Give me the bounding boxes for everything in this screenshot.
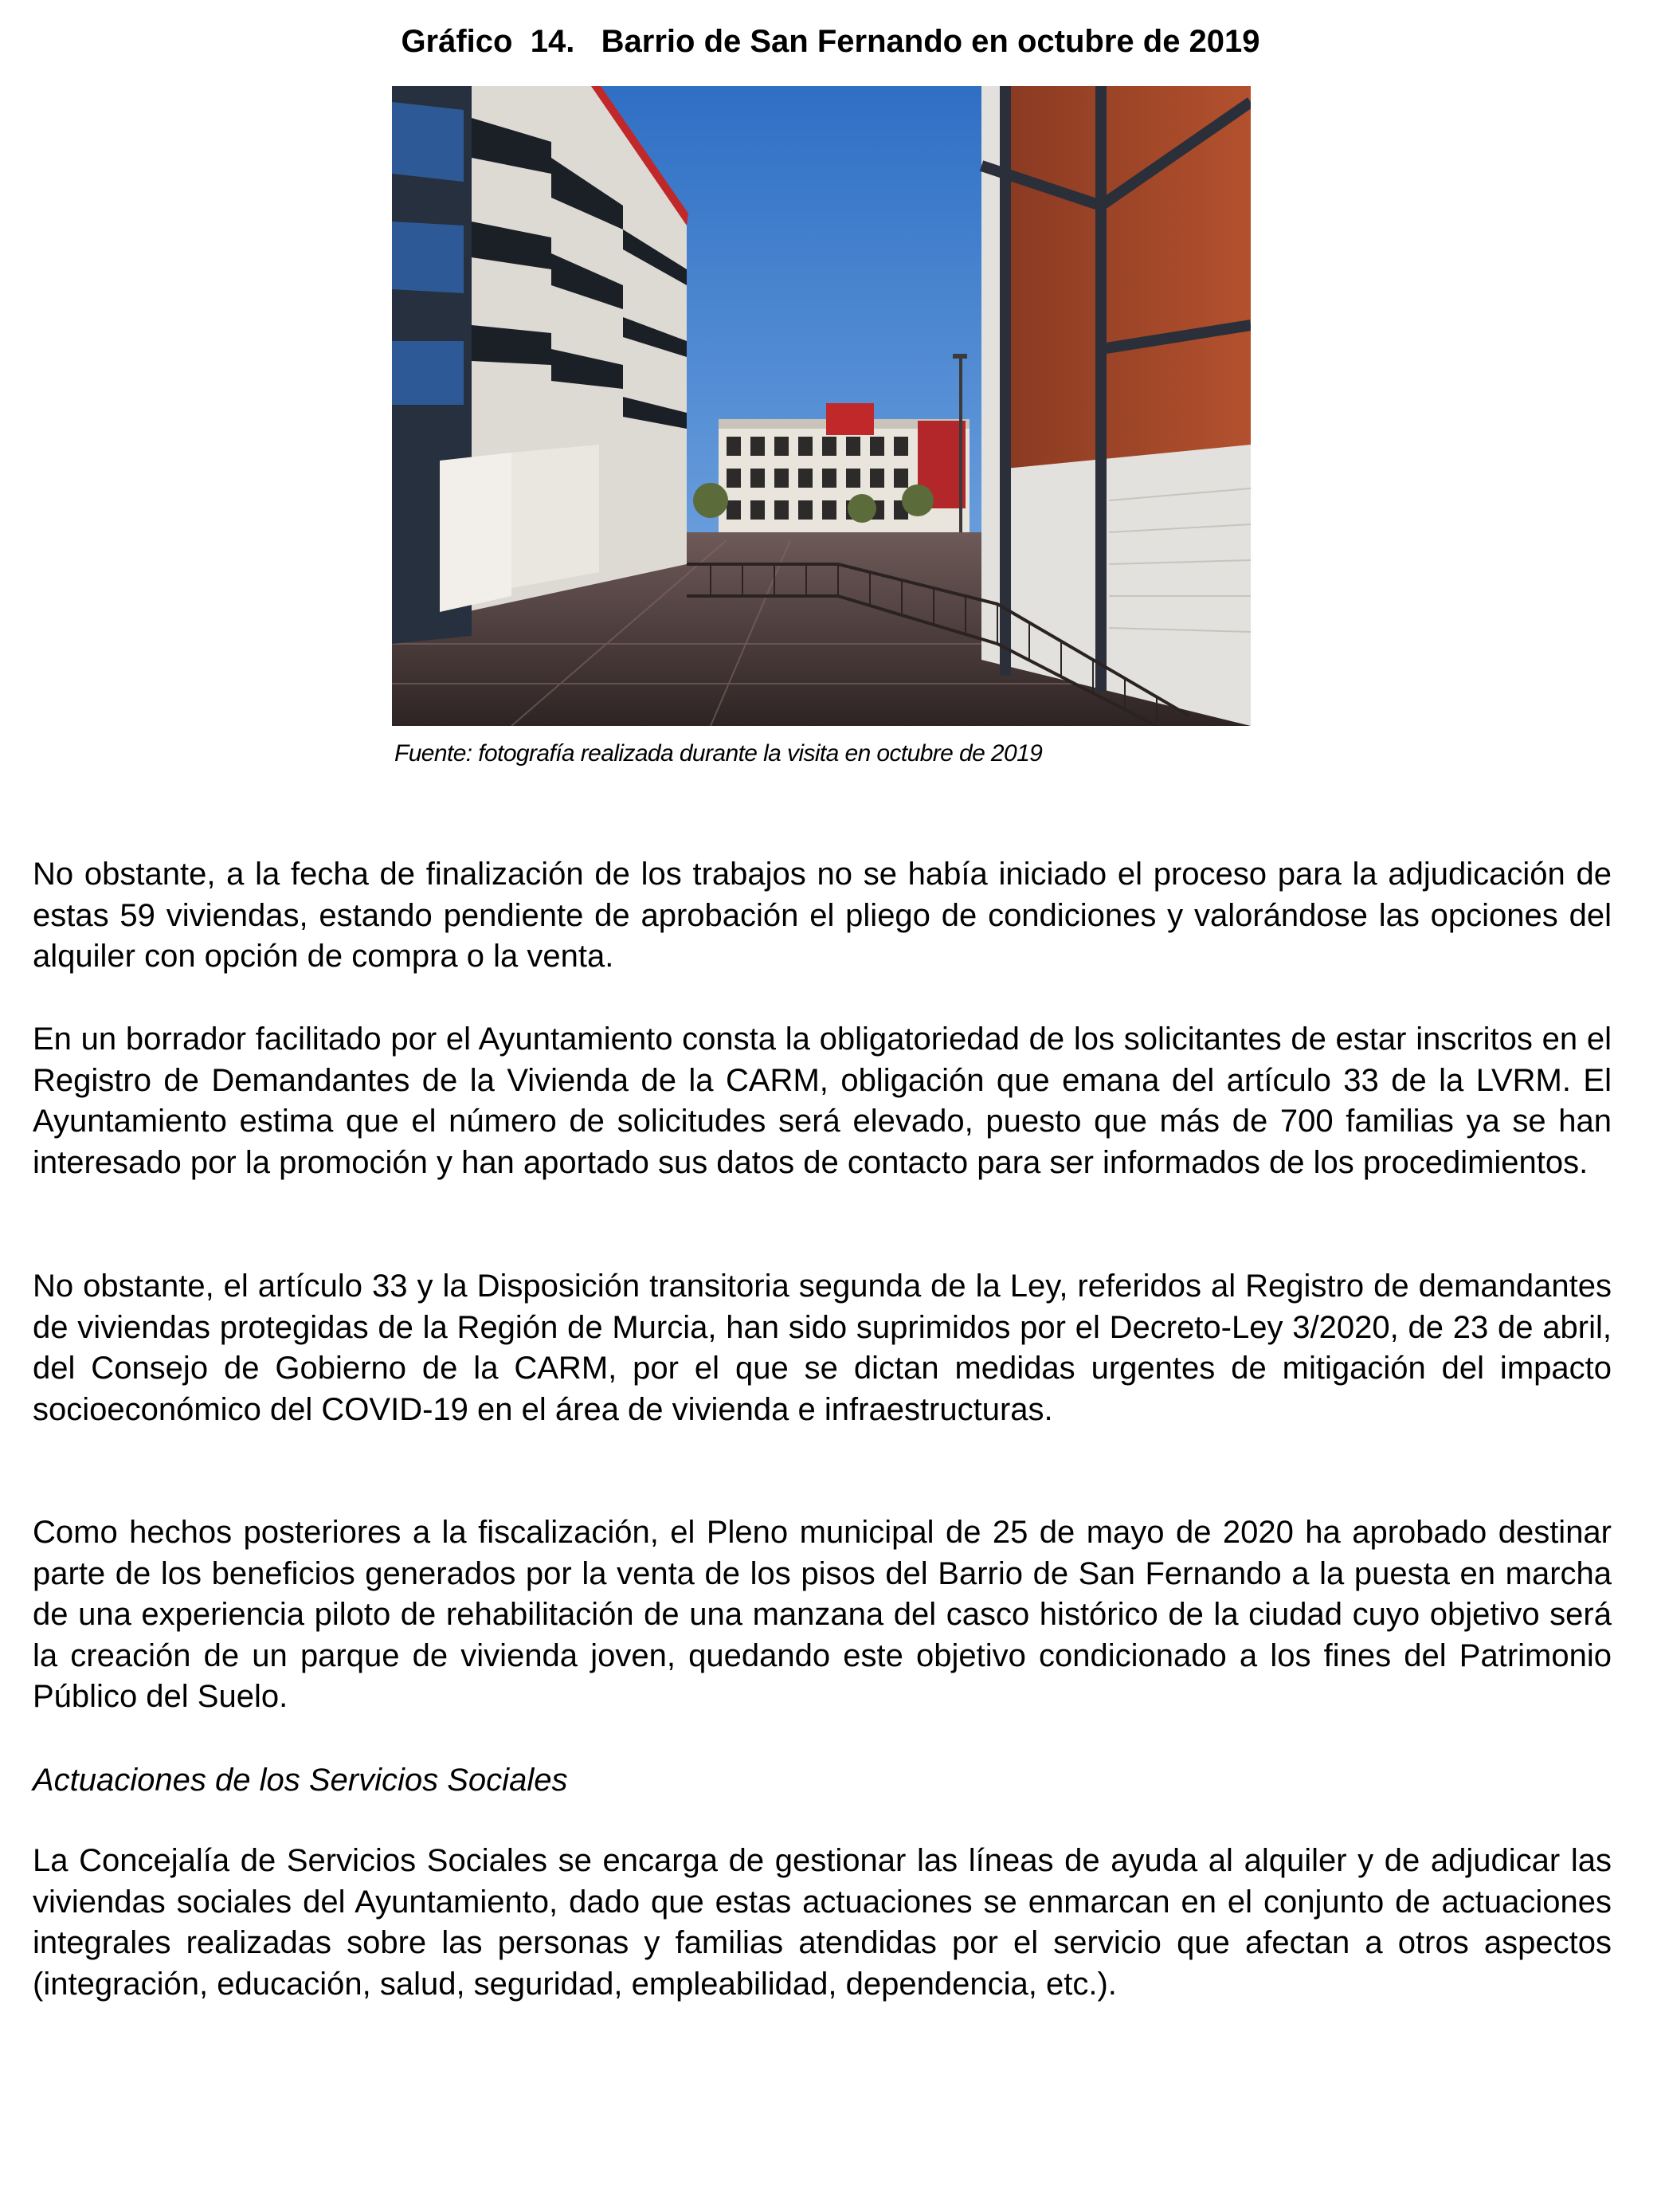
paragraph-adjudicacion: No obstante, a la fecha de finalización de los trabajos no se había iniciado el proceso para la adjudicación de estas 59 viviendas, estando pendiente de aprobación el pliego de condiciones y valorándose las opciones del alquiler con opción de compra o la venta. bbox=[33, 857, 1612, 974]
street-photo bbox=[392, 86, 1251, 726]
section-heading: Actuaciones de los Servicios Sociales bbox=[33, 1763, 568, 1798]
paragraph-hechos-posteriores: Como hechos posteriores a la fiscalización, el Pleno municipal de 25 de mayo de 2020 ha aprobado destinar parte de los beneficios generados por la venta de los pisos del Barrio de San Fernando a la puesta en marcha de una experiencia piloto de rehabilitación de una manzana del casco histórico de la ciudad cuyo objetivo será la creación de un parque de vivienda joven, quedando este objetivo condicionado a los fines del Patrimonio Público del Suelo. bbox=[33, 1515, 1612, 1714]
paragraph-decreto-ley: No obstante, el artículo 33 y la Disposición transitoria segunda de la Ley, referidos al Registro de demandantes de viviendas protegidas de la Región de Murcia, han sido suprimidos por el Decreto-Ley 3/2020, de 23 de abril, del Consejo de Gobierno de la CARM, por el que se dictan medidas urgentes de mitigación del impacto socioeconómico del COVID-19 en el área de vivienda e infraestructuras. bbox=[33, 1269, 1612, 1427]
street-photo-drawing bbox=[392, 86, 1251, 726]
figure-title: Gráfico 14. Barrio de San Fernando en octubre de 2019 bbox=[401, 24, 1260, 59]
paragraph-borrador: En un borrador facilitado por el Ayuntamiento consta la obligatoriedad de los solicitantes de estar inscritos en el Registro de Demandantes de la Vivienda de la CARM, obligación que emana del artículo 33 de la LVRM. El Ayuntamiento estima que el número de solicitudes será elevado, puesto que más de 700 familias ya se han interesado por la promoción y han aportado sus datos de contacto para ser informados de los procedimientos. bbox=[33, 1022, 1612, 1180]
figure-source-caption: Fuente: fotografía realizada durante la visita en octubre de 2019 bbox=[394, 740, 1043, 767]
paragraph-servicios-sociales: La Concejalía de Servicios Sociales se encarga de gestionar las líneas de ayuda al alquiler y de adjudicar las viviendas sociales del Ayuntamiento, dado que estas actuaciones se enmarcan en el conjunto de actuaciones integrales realizadas sobre las personas y familias atendidas por el servicio que afectan a otros aspectos (integración, educación, salud, seguridad, empleabilidad, dependencia, etc.). bbox=[33, 1843, 1612, 2002]
